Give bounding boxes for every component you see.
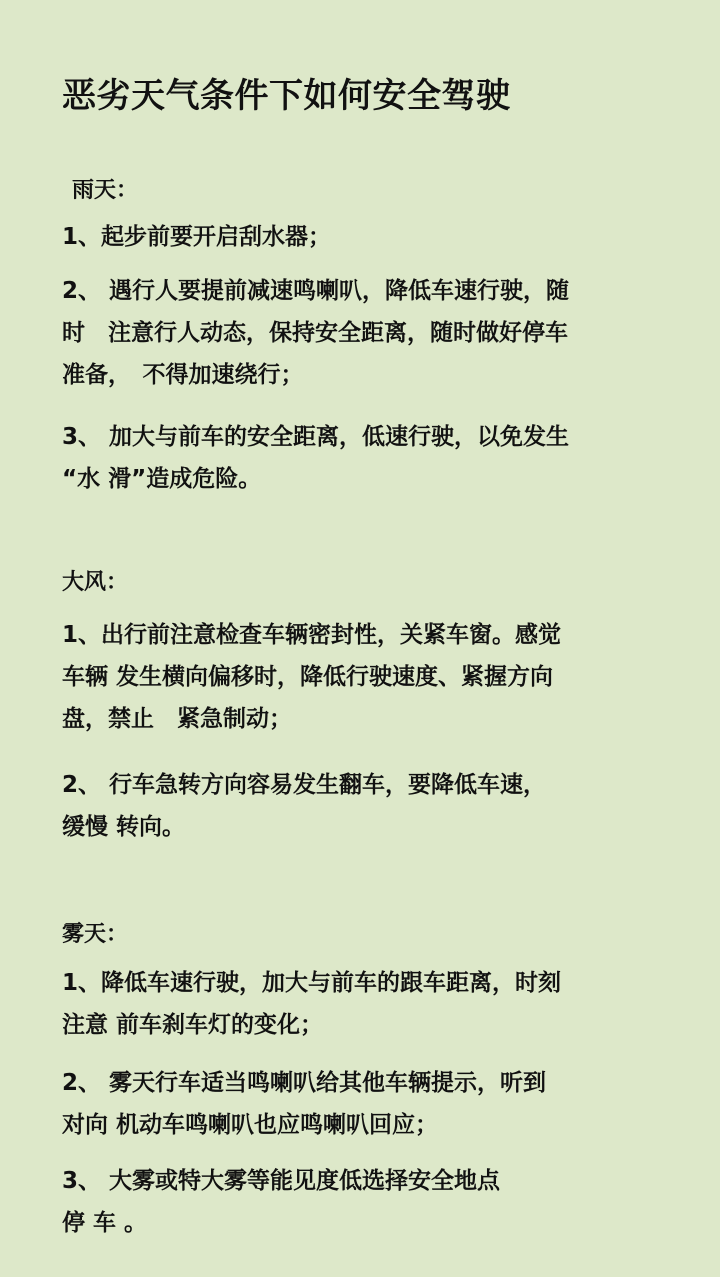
section-heading-rain: 雨天： xyxy=(72,178,139,203)
section-heading-fog: 雾天： xyxy=(62,922,129,947)
fog-item-1 xyxy=(62,962,672,1046)
section-heading-wind: 大风： xyxy=(62,570,129,595)
text-line: 2、 行车急转方向容易发生翻车，要降低车速， xyxy=(62,772,547,798)
text-line: 1、出行前注意检查车辆密封性，关紧车窗。感觉 xyxy=(62,622,562,648)
text-line: 3、 大雾或特大雾等能见度低选择安全地点 xyxy=(62,1168,501,1194)
fog-item-3 xyxy=(62,1160,672,1244)
text-line: 注意 前车刹车灯的变化； xyxy=(62,1012,324,1038)
text-line: “水 滑”造成危险。 xyxy=(62,466,262,492)
text-line: 时 注意行人动态，保持安全距离，随时做好停车 xyxy=(62,320,568,346)
rain-item-1 xyxy=(62,216,672,258)
rain-item-3 xyxy=(62,416,672,500)
text-line: 对向 机动车鸣喇叭也应鸣喇叭回应； xyxy=(62,1112,439,1138)
text-line: 2、 遇行人要提前减速鸣喇叭，降低车速行驶，随 xyxy=(62,278,570,304)
text-line: 盘，禁止 紧急制动； xyxy=(62,706,292,732)
text-line: 停 车 。 xyxy=(62,1210,148,1236)
page-title: 恶劣天气条件下如何安全驾驶 xyxy=(62,76,511,116)
text-line: 缓慢 转向。 xyxy=(62,814,186,840)
wind-item-1 xyxy=(62,614,672,740)
wind-item-2 xyxy=(62,764,672,848)
text-line: 车辆 发生横向偏移时，降低行驶速度、紧握方向 xyxy=(62,664,554,690)
text-line: 2、 雾天行车适当鸣喇叭给其他车辆提示，听到 xyxy=(62,1070,547,1096)
text-line: 准备， 不得加速绕行； xyxy=(62,362,304,388)
text-line: 3、 加大与前车的安全距离，低速行驶，以免发生 xyxy=(62,424,570,450)
text-line: 1、降低车速行驶，加大与前车的跟车距离，时刻 xyxy=(62,970,562,996)
fog-item-2 xyxy=(62,1062,672,1146)
text-line: 1、起步前要开启刮水器； xyxy=(62,224,332,250)
rain-item-2 xyxy=(62,270,672,396)
